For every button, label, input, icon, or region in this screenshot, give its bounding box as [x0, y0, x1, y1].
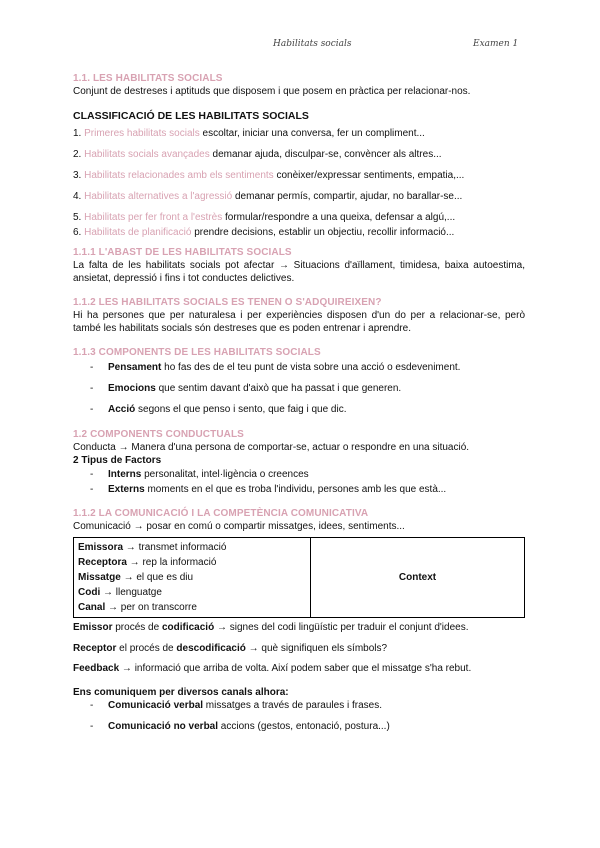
item-text: formular/respondre a una queixa, defensar a algú,...: [224, 211, 456, 223]
item-text: escoltar, iniciar una conversa, fer un compliment...: [202, 127, 425, 139]
def-text: el procés de: [116, 642, 177, 654]
row-text: → per on transcorre: [105, 602, 197, 613]
item-text: prendre decisions, establir un objectiu, recollir informació...: [194, 226, 455, 238]
item-text: conèixer/expressar sentiments, empatia,...: [276, 169, 465, 181]
section-text-1-1-2: Hi ha persones que per naturalesa i per experiències disposen d'un do per a relacionar-se, però també les habilitats socials són destreses que es poden entrenar i aprendre.: [73, 309, 525, 334]
section-title-1-1-1: 1.1.1 L'ABAST DE LES HABILITATS SOCIALS: [73, 246, 292, 258]
row-text: → rep la informació: [126, 557, 217, 568]
classification-item: [73, 190, 525, 203]
item-category: Habilitats per fer front a l'estrès: [84, 211, 223, 223]
row-term: Emissora: [78, 542, 124, 553]
factors-title: 2 Tipus de Factors: [73, 455, 162, 466]
classification-list: [73, 127, 525, 239]
item-category: Habilitats socials avançades: [84, 148, 210, 160]
def-keyword: descodificació: [176, 642, 246, 654]
document-body: [73, 72, 525, 733]
row-term: Canal: [78, 602, 106, 613]
section-title-1-2: 1.2 COMPONENTS CONDUCTUALS: [73, 428, 244, 440]
item-category: Habilitats de planificació: [84, 226, 192, 238]
def-keyword: codificació: [161, 622, 215, 633]
row-term: Codi: [78, 587, 101, 598]
row-term: Missatge: [78, 572, 121, 583]
item-term: Pensament: [108, 361, 162, 373]
item-text: missatges a través de paraules i frases.: [203, 700, 383, 711]
channels-title: Ens comuniquem per diversos canals alhora:: [73, 686, 289, 698]
def-text: → informació que arriba de volta. Així podem saber que el missatge s'ha rebut.: [119, 663, 472, 674]
item-text: moments en el que es troba l'individu, persones amb les que està...: [144, 483, 447, 495]
header-title: Habilitats socials: [273, 39, 352, 49]
item-term: Comunicació no verbal: [108, 721, 219, 732]
context-cell: Context: [311, 538, 525, 618]
item-term: Acció: [108, 403, 136, 415]
section-title-1-1-3: 1.1.3 COMPONENTS DE LES HABILITATS SOCIALS: [73, 346, 321, 358]
row-text: → el que es diu: [120, 572, 194, 583]
row-text: → llenguatge: [100, 587, 162, 598]
item-category: Primeres habilitats socials: [84, 127, 200, 139]
item-number: 1.: [73, 127, 82, 139]
classification-item: [73, 226, 525, 239]
components-list: [73, 361, 525, 416]
def-text: → signes del codi lingüístic per traduir el conjunt d'idees.: [214, 622, 469, 633]
def-term: Emissor: [73, 622, 113, 633]
table-row: [78, 555, 306, 570]
item-number: 2.: [73, 148, 82, 160]
row-term: Receptora: [78, 557, 127, 568]
item-term: Interns: [108, 468, 142, 480]
list-item: [73, 699, 525, 712]
item-term: Emocions: [108, 382, 156, 394]
item-term: Externs: [108, 483, 145, 495]
elements-cell: [74, 538, 311, 618]
list-item: [73, 403, 525, 416]
section-title-comunicacio: 1.1.2 LA COMUNICACIÓ I LA COMPETÈNCIA COMUNICATIVA: [73, 507, 369, 519]
item-term: Comunicació verbal: [108, 700, 204, 711]
item-number: 5.: [73, 211, 82, 223]
item-text: que sentim davant d'això que ha passat i que generen.: [155, 382, 402, 394]
section-text-1-1: Conjunt de destreses i aptituds que disposem i que posem en pràctica per relacionar-nos.: [73, 86, 471, 97]
header-exam: Examen 1: [473, 39, 519, 49]
section-text-1-1-1: La falta de les habilitats socials pot afectar → Situacions d'aïllament, timidesa, baixa autoestima, ansietat, depressió i fins i tot conductes delictives.: [73, 259, 525, 284]
def-term: Feedback: [73, 663, 120, 674]
section-text-comunicacio: Comunicació → posar en comú o compartir missatges, idees, sentiments...: [73, 520, 405, 532]
definition-receptor: [73, 642, 525, 656]
item-text: ho fas des de el teu punt de vista sobre una acció o esdeveniment.: [161, 361, 461, 373]
list-item: [73, 720, 525, 733]
item-number: 4.: [73, 190, 82, 202]
item-number: 3.: [73, 169, 82, 181]
item-text: demanar permís, compartir, ajudar, no barallar-se...: [235, 190, 463, 202]
classification-item: [73, 211, 525, 224]
item-category: Habilitats alternatives a l'agressió: [84, 190, 233, 202]
def-term: Receptor: [73, 642, 117, 654]
list-item: [73, 468, 525, 481]
factors-list: [73, 468, 525, 496]
definition-feedback: [73, 662, 525, 676]
classification-item: [73, 148, 525, 161]
table-row: [78, 600, 306, 615]
item-text: accions (gestos, entonació, postura...): [218, 721, 390, 732]
channels-list: [73, 699, 525, 733]
classification-item: [73, 127, 525, 140]
item-text: personalitat, intel·ligència o creences: [141, 468, 309, 480]
classification-item: [73, 169, 525, 182]
item-number: 6.: [73, 226, 82, 238]
list-item: [73, 361, 525, 374]
definition-emissor: [73, 621, 525, 635]
item-text: demanar ajuda, disculpar-se, convèncer als altres...: [212, 148, 442, 160]
def-text: procés de: [112, 622, 162, 633]
item-category: Habilitats relacionades amb els sentiments: [84, 169, 274, 181]
section-title-1-1-2: 1.1.2 LES HABILITATS SOCIALS ES TENEN O S'ADQUIREIXEN?: [73, 296, 382, 308]
section-title-1-1: 1.1. LES HABILITATS SOCIALS: [73, 73, 223, 84]
table-row: [78, 570, 306, 585]
list-item: [73, 382, 525, 395]
classification-title: CLASSIFICACIÓ DE LES HABILITATS SOCIALS: [73, 109, 309, 122]
table-row: [78, 540, 306, 555]
row-text: → transmet informació: [123, 542, 227, 553]
def-text: → què signifiquen els símbols?: [245, 642, 388, 654]
item-text: segons el que penso i sento, que faig i que dic.: [135, 403, 347, 415]
table-row: [78, 585, 306, 600]
list-item: [73, 483, 525, 496]
section-text-1-2: Conducta → Manera d'una persona de comportar-se, actuar o respondre en una situació.: [73, 441, 470, 453]
communication-elements-table: [73, 537, 525, 618]
